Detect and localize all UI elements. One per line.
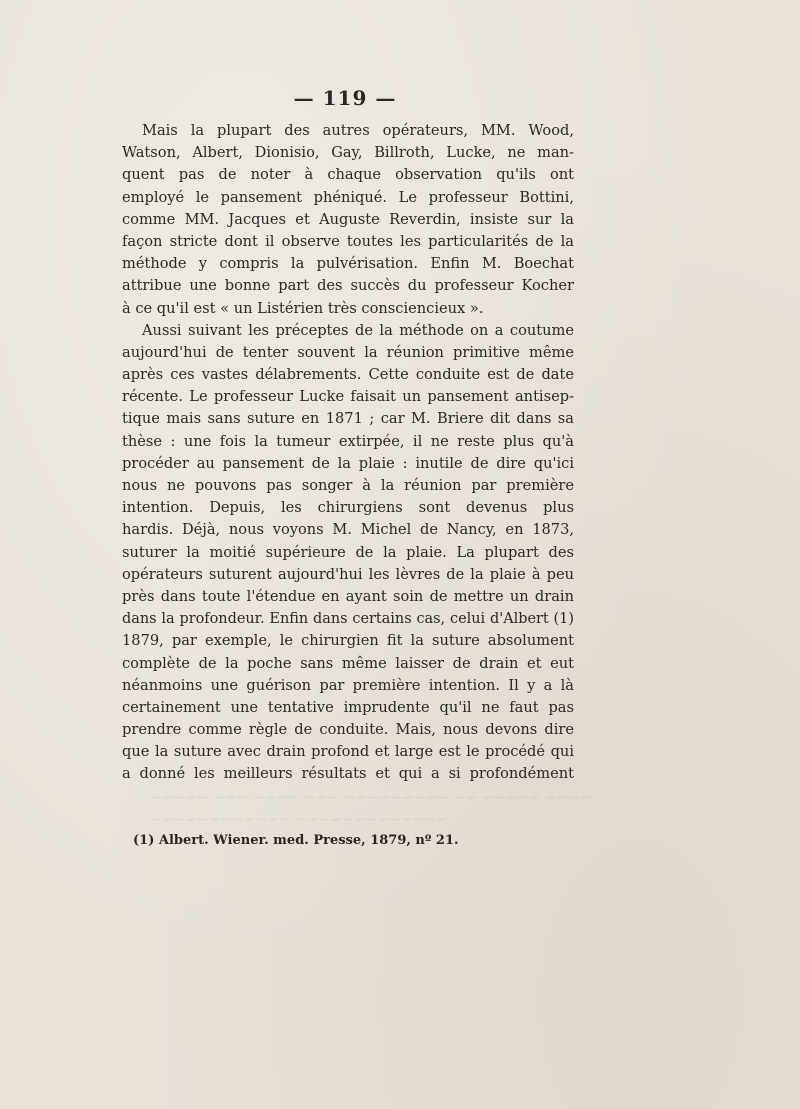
- text-line: Aussi suivant les préceptes de la méthode on a coutume: [142, 321, 574, 339]
- text-line: prendre comme règle de conduite. Mais, nous devons dire: [122, 721, 574, 739]
- text-line: méthode y compris la pulvérisation. Enfin M. Boechat: [122, 255, 574, 273]
- text-line: néanmoins une guérison par première intention. Il y a là: [122, 676, 574, 694]
- footnote: (1) Albert. Wiener. med. Presse, 1879, nº 21.: [133, 833, 459, 848]
- text-line: dans la profondeur. Enfin dans certains cas, celui d'Albert (1): [122, 611, 574, 628]
- text-line: après ces vastes délabrements. Cette conduite est de date: [122, 366, 574, 384]
- page-number: — 119 —: [293, 86, 397, 110]
- text-line: certainement une tentative imprudente qu'il ne faut pas: [122, 698, 574, 716]
- text-line: nous ne pouvons pas songer à la réunion par première: [122, 477, 574, 494]
- text-line: récente. Le professeur Lucke faisait un pansement antisep-: [122, 388, 574, 406]
- text-line: hardis. Déjà, nous voyons M. Michel de Nancy, en 1873,: [122, 521, 574, 539]
- text-line: procéder au pansement de la plaie : inutile de dire qu'ici: [122, 454, 574, 472]
- bleed-through-decoration: ~~~~~~~~~~~~~ ~~~~~~~~~~~~: [150, 812, 448, 828]
- body-text: [122, 120, 574, 786]
- text-line: suturer la moitié supérieure de la plaie. La plupart des: [122, 543, 574, 561]
- text-line: tique mais sans suture en 1871 ; car M. Briere dit dans sa: [122, 410, 574, 428]
- text-line: employé le pansement phéniqué. Le professeur Bottini,: [122, 188, 574, 206]
- text-line: à ce qu'il est « un Listérien très consciencieux ».: [122, 299, 484, 317]
- text-line: près dans toute l'étendue en ayant soin de mettre un drain: [122, 587, 574, 605]
- text-line: attribue une bonne part des succès du professeur Kocher: [122, 277, 574, 295]
- text-line: thèse : une fois la tumeur extirpée, il ne reste plus qu'à: [122, 432, 574, 450]
- text-line: opérateurs suturent aujourd'hui les lèvres de la plaie à peu: [122, 565, 574, 583]
- text-line: quent pas de noter à chaque observation qu'ils ont: [122, 166, 574, 184]
- text-line: complète de la poche sans même laisser de drain et eut: [122, 654, 574, 672]
- text-line: intention. Depuis, les chirurgiens sont devenus plus: [122, 499, 574, 517]
- text-line: que la suture avec drain profond et large est le procédé qui: [122, 743, 574, 761]
- text-line: aujourd'hui de tenter souvent la réunion primitive même: [122, 343, 574, 361]
- text-line: façon stricte dont il observe toutes les particularités de la: [122, 232, 574, 250]
- text-line: 1879, par exemple, le chirurgien fit la suture absolument: [122, 632, 574, 650]
- text-line: Watson, Albert, Dionisio, Gay, Billroth, Lucke, ne man-: [122, 144, 574, 162]
- text-line: comme MM. Jacques et Auguste Reverdin, insiste sur la: [122, 210, 574, 228]
- text-line: a donné les meilleurs résultats et qui a si profondément: [122, 765, 574, 783]
- bleed-through-decoration: ~~~~ ~~~~~ ~~ ~~~~~~~~~ ~~~ ~~~~ ~~~ ~~~~~: [150, 790, 592, 806]
- text-line: Mais la plupart des autres opérateurs, MM. Wood,: [142, 122, 574, 139]
